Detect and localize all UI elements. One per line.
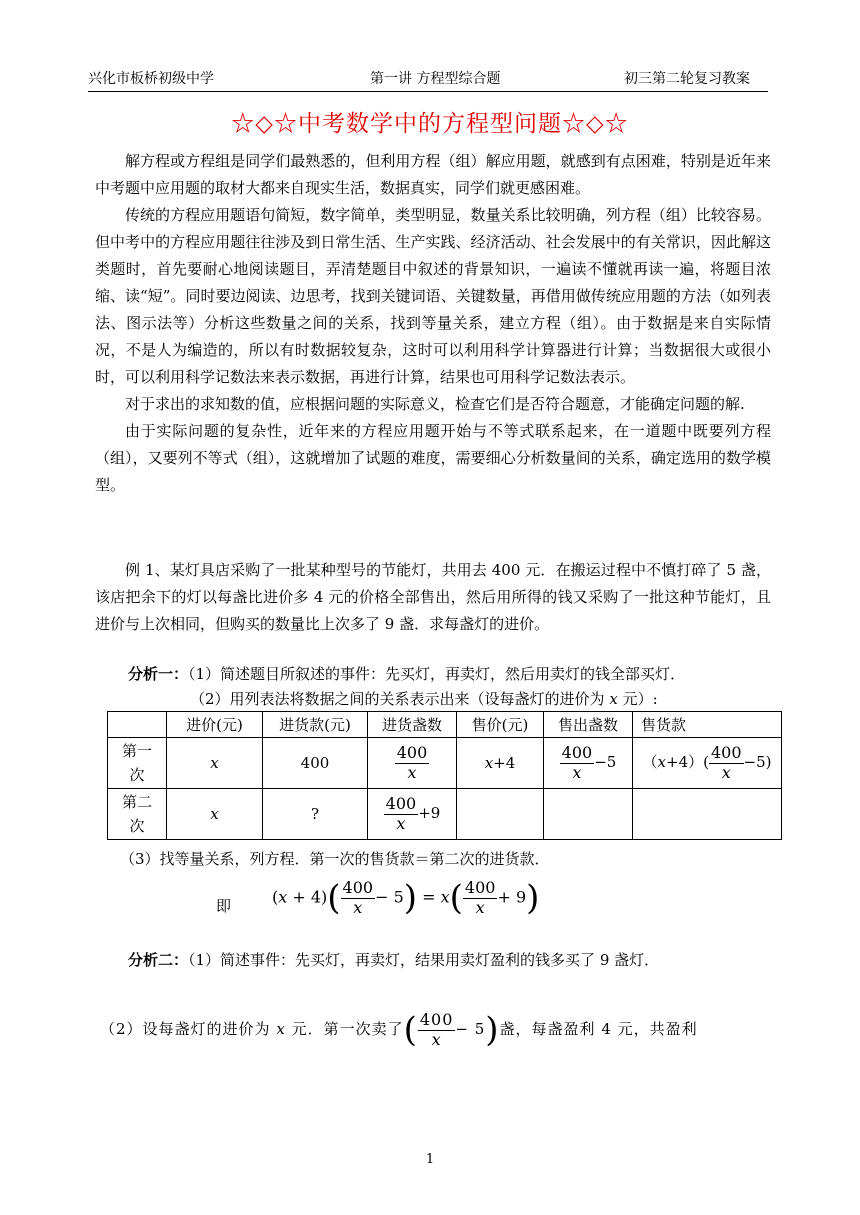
table-header: 售出盏数 <box>544 712 633 738</box>
cell-sale-price: x+4 <box>457 738 544 789</box>
cell-empty <box>633 789 782 840</box>
paragraph: 由于实际问题的复杂性，近年来的方程应用题开始与不等式联系起来，在一道题中既要列方程（组），又要列不等式（组），这就增加了试题的难度，需要细心分析数量间的关系，确定选用的数学模型。 <box>95 422 771 494</box>
analysis1-step1 <box>128 663 685 684</box>
analysis2-step1 <box>128 949 659 970</box>
cell-count <box>368 738 457 789</box>
example-text: 例 1、某灯具店采购了一批某种型号的节能灯，共用去 400 元．在搬运过程中不慎打碎了 5 盏，该店把余下的灯以每盏比进价多 4 元的价格全部售出，然后用所得的钱又采购了一批这种节能灯，且进价与上次相同，但购买的数量比上次多了 9 盏．求每盏灯的进价。 <box>95 561 771 633</box>
fraction: $\frac{400}{x}$ <box>419 1010 454 1049</box>
header-lecture: 第一讲 方程型综合题 <box>370 71 501 87</box>
example-1 <box>95 557 771 638</box>
cell-cost: 400 <box>263 738 368 789</box>
header-school: 兴化市板桥初级中学 <box>88 71 214 87</box>
fraction: $\frac{400}{x}$ <box>342 878 374 917</box>
row-label: 第二次 <box>108 789 167 840</box>
page-number: 1 <box>425 1152 435 1167</box>
table-header-row <box>108 712 782 738</box>
paragraph: 解方程或方程组是同学们最熟悉的，但利用方程（组）解应用题，就感到有点困难，特别是近年来中考题中应用题的取材大都来自现实生活，数据真实，同学们就更感困难。 <box>95 152 771 197</box>
paragraph: 对于求出的求知数的值，应根据问题的实际意义，检查它们是否符合题意，才能确定问题的解. <box>125 395 745 413</box>
table-header: 进货盏数 <box>368 712 457 738</box>
header-rule <box>88 91 768 92</box>
paragraph: 传统的方程应用题语句简短，数字简单，类型明显，数量关系比较明确，列方程（组）比较容易。但中考中的方程应用题往往涉及到日常生活、生产实践、经济活动、社会发展中的有关常识，因此解这类题时，首先要耐心地阅读题目，弄清楚题目中叙述的背景知识，一遍读不懂就再读一遍，将题目浓缩、读“短”。同时要边阅读、边思考，找到关键词语、关键数量，再借用做传统应用题的方法（如列表法、图示法等）分析这些数量之间的关系，找到等量关系，建立方程（组）。由于数据是来自实际情况，不是人为编造的，所以有时数据较复杂，这时可以利用科学计算器进行计算；当数据很大或很小时，可以利用科学记数法来表示数据，再进行计算，结果也可用科学记数法表示。 <box>95 206 771 386</box>
table-header: 售价(元) <box>457 712 544 738</box>
row-label: 第一次 <box>108 738 167 789</box>
analysis1-s1: （1）简述题目所叙述的事件：先买灯，再卖灯，然后用卖灯的钱全部买灯． <box>188 665 686 683</box>
table-header: 进货款(元) <box>263 712 368 738</box>
equation: (x + 4)( $\frac{400}{x}$ − 5) = x( $\frac{400}{x}$ + 9) <box>272 878 540 918</box>
cell-price: x <box>167 789 263 840</box>
variable-x: x <box>609 690 618 708</box>
fraction: $\frac{400}{x}$ <box>710 743 742 782</box>
analysis2-label: 分析二： <box>128 951 189 969</box>
fraction: $\frac{400}{x}$ <box>396 743 428 782</box>
fraction: $\frac{400}{x}$ <box>561 743 593 782</box>
fraction: $\frac{400}{x}$ <box>464 878 496 917</box>
cell-price: x <box>167 738 263 789</box>
table-row <box>108 789 782 840</box>
cell-cost: ? <box>263 789 368 840</box>
analysis2-s1: （1）简述事件：先买灯，再卖灯，结果用卖灯盈利的钱多买了 9 盏灯． <box>188 951 660 969</box>
table-header: 售货款 <box>633 712 782 738</box>
analysis1-step3: （3）找等量关系，列方程．第一次的售货款＝第二次的进货款． <box>120 850 550 868</box>
table-row <box>108 738 782 789</box>
cell-sales: （x+4）( $\frac{400}{x}$ −5) <box>633 738 782 789</box>
analysis1-s2b: 元）: <box>617 690 658 708</box>
cell-count: $\frac{400}{x}$ +9 <box>368 789 457 840</box>
analysis1-step2 <box>190 688 658 709</box>
data-table <box>107 711 782 840</box>
ji-label: 即 <box>216 897 232 915</box>
cell-empty <box>544 789 633 840</box>
table-header: 进价(元) <box>167 712 263 738</box>
intro-text <box>95 148 771 499</box>
analysis2-step2: （2）设每盏灯的进价为 x 元．第一次卖了( $\frac{400}{x}$ − 5)盏，每盏盈利 4 元，共盈利 <box>100 1010 698 1050</box>
cell-sold-count: $\frac{400}{x}$ −5 <box>544 738 633 789</box>
analysis1-s2a: （2）用列表法将数据之间的关系表示出来（设每盏灯的进价为 <box>190 690 610 708</box>
analysis1-label: 分析一： <box>128 665 189 683</box>
header-course: 初三第二轮复习教案 <box>624 71 750 87</box>
fraction: $\frac{400}{x}$ <box>385 794 417 833</box>
page-title: ☆◇☆中考数学中的方程型问题☆◇☆ <box>231 111 629 137</box>
cell-empty <box>457 789 544 840</box>
table-header <box>108 712 167 738</box>
